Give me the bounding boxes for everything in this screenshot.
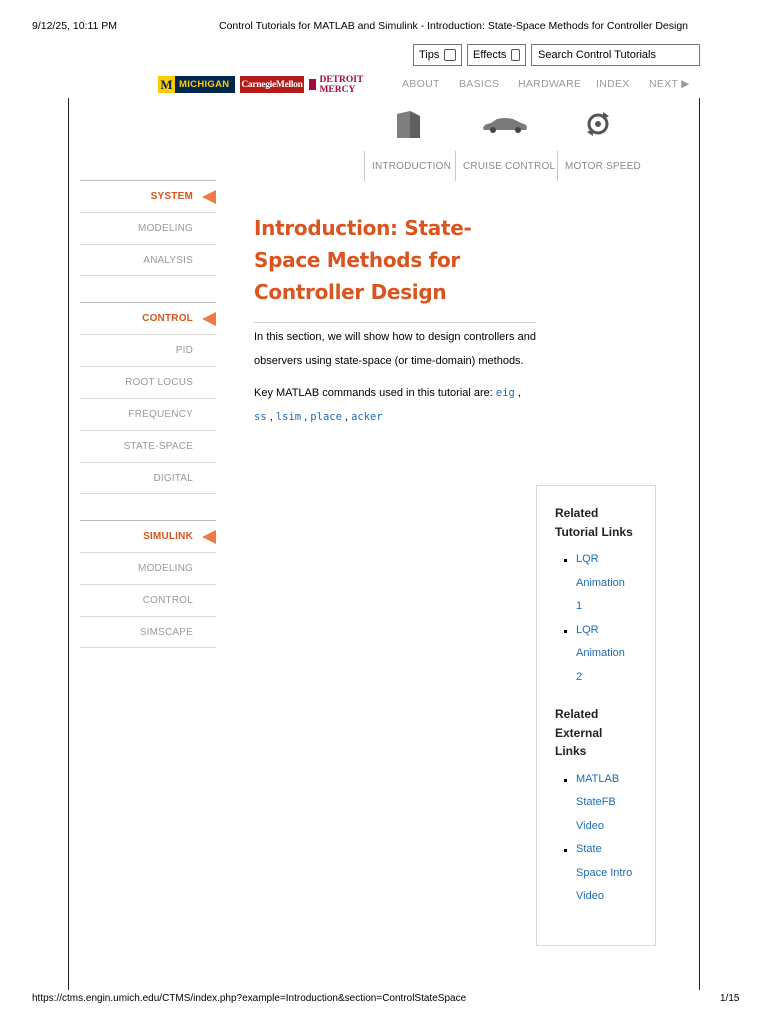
nav-basics[interactable]: BASICS: [459, 78, 500, 90]
print-page-number: 1/15: [720, 993, 740, 1004]
print-url: https://ctms.engin.umich.edu/CTMS/index.php?example=Introduction&section=ControlStateSpace: [32, 993, 467, 1004]
nav-index[interactable]: INDEX: [596, 78, 630, 90]
list-item[interactable]: [555, 619, 655, 690]
tips-checkbox[interactable]: [444, 49, 456, 61]
tips-label: Tips: [419, 49, 440, 61]
arrow-left-icon: [202, 190, 216, 204]
motor-icon[interactable]: [585, 110, 611, 143]
sidebar-heading-system[interactable]: [80, 180, 216, 212]
effects-toggle[interactable]: [467, 44, 526, 66]
link-word[interactable]: Video: [576, 819, 604, 832]
list-item[interactable]: [555, 548, 655, 619]
sidebar-heading-label: SIMULINK: [143, 531, 193, 542]
effects-checkbox[interactable]: [511, 49, 520, 61]
link-word[interactable]: Space Intro: [576, 866, 633, 879]
page-title: Introduction: State-Space Methods for Controller Design: [254, 216, 472, 304]
link-word[interactable]: Animation: [576, 576, 625, 589]
commands-prefix: Key MATLAB commands used in this tutorial are:: [254, 387, 496, 399]
link-word[interactable]: Animation: [576, 647, 625, 659]
nav-next[interactable]: NEXT ▶: [649, 78, 690, 90]
related-links-panel: [536, 485, 656, 946]
title-divider: [254, 322, 536, 323]
related-external-heading: Related External Links: [555, 707, 603, 758]
link-word[interactable]: LQR: [576, 553, 599, 565]
commands-paragraph: Key MATLAB commands used in this tutorial are: eig , ss , lsim , place , acker: [254, 387, 521, 423]
udm-logo-mark: [309, 79, 316, 90]
sidebar-item-modeling[interactable]: MODELING: [80, 212, 216, 244]
page-frame-right: [699, 98, 700, 990]
nav-about[interactable]: ABOUT: [402, 78, 440, 90]
sidebar-item-frequency[interactable]: FREQUENCY: [80, 398, 216, 430]
search-input[interactable]: [538, 49, 694, 61]
related-external-list: [555, 768, 655, 909]
car-icon[interactable]: [481, 116, 529, 139]
sidebar: [80, 180, 216, 648]
sidebar-item-analysis[interactable]: ANALYSIS: [80, 244, 216, 276]
udm-logo[interactable]: [309, 76, 396, 93]
link-word[interactable]: LQR: [576, 623, 599, 636]
umich-logo-letter: M: [158, 76, 175, 93]
sidebar-heading-control[interactable]: [80, 302, 216, 334]
tab-cruise-control[interactable]: CRUISE CONTROL: [455, 151, 555, 181]
link-word[interactable]: 2: [576, 670, 583, 683]
list-item[interactable]: [555, 768, 655, 839]
logo-nav-bar: [0, 76, 768, 94]
search-box[interactable]: [531, 44, 700, 66]
link-word[interactable]: MATLAB: [576, 772, 620, 785]
sidebar-heading-simulink[interactable]: [80, 520, 216, 552]
print-title: Control Tutorials for MATLAB and Simulink - Introduction: State-Space Methods for Controller Design: [219, 20, 689, 32]
tab-introduction[interactable]: INTRODUCTION: [364, 151, 451, 181]
sidebar-item-simscape[interactable]: SIMSCAPE: [80, 616, 216, 648]
cmu-logo[interactable]: [240, 76, 304, 93]
command-link-acker[interactable]: acker: [351, 411, 383, 423]
example-icons: [0, 110, 768, 150]
page-frame-left: [68, 98, 69, 990]
tips-toggle[interactable]: [413, 44, 462, 66]
umich-logo[interactable]: [158, 76, 235, 93]
sidebar-item-root-locus[interactable]: ROOT LOCUS: [80, 366, 216, 398]
sidebar-item-state-space[interactable]: STATE-SPACE: [80, 430, 216, 462]
cmu-logo-text: CarnegieMellon: [241, 79, 303, 90]
arrow-left-icon: [202, 530, 216, 544]
sidebar-item-simulink-modeling[interactable]: MODELING: [80, 552, 216, 584]
related-tutorial-heading: Related Tutorial Links: [555, 506, 633, 539]
umich-logo-text: MICHIGAN: [179, 79, 230, 90]
print-date: 9/12/25, 10:11 PM: [32, 20, 118, 32]
sidebar-heading-label: SYSTEM: [150, 191, 193, 202]
book-icon[interactable]: [394, 110, 424, 145]
intro-paragraph: In this section, we will show how to design controllers and observers using state-space (or time-domain) methods.: [254, 331, 536, 367]
command-link-place[interactable]: place: [310, 411, 342, 423]
link-word[interactable]: State: [576, 796, 602, 808]
link-word[interactable]: State: [576, 843, 602, 855]
command-link-ss[interactable]: ss: [254, 411, 267, 423]
top-tools: [0, 44, 768, 66]
effects-label: Effects: [473, 49, 507, 61]
sidebar-item-pid[interactable]: PID: [80, 334, 216, 366]
related-tutorial-list: [555, 548, 655, 689]
command-link-eig[interactable]: eig: [495, 387, 515, 399]
print-header: [0, 0, 768, 44]
sidebar-heading-label: CONTROL: [142, 313, 193, 324]
link-word[interactable]: Video: [576, 890, 604, 902]
link-word[interactable]: 1: [576, 600, 583, 612]
example-tabs: [0, 151, 768, 181]
link-word[interactable]: FB: [601, 796, 616, 808]
tab-motor-speed[interactable]: MOTOR SPEED: [557, 151, 641, 181]
command-link-lsim[interactable]: lsim: [275, 411, 302, 423]
sidebar-item-simulink-control[interactable]: CONTROL: [80, 584, 216, 616]
list-item[interactable]: [555, 838, 655, 909]
link-word-row[interactable]: [576, 791, 635, 815]
main-content: [254, 212, 536, 429]
sidebar-item-digital[interactable]: DIGITAL: [80, 462, 216, 494]
arrow-left-icon: [202, 312, 216, 326]
udm-logo-text: DETROIT MERCY: [319, 74, 364, 95]
nav-hardware[interactable]: HARDWARE: [518, 78, 582, 90]
